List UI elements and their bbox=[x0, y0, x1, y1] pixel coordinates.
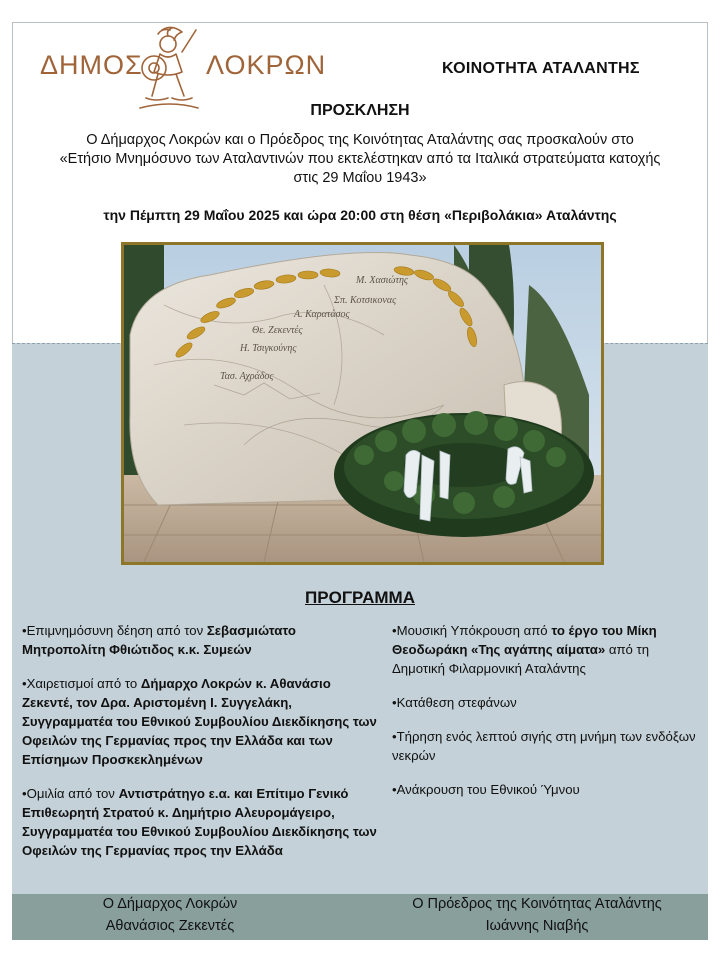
mayor-role: Ο Δήμαρχος Λοκρών bbox=[102, 896, 238, 912]
invitation-title: ΠΡΟΣΚΛΗΣΗ bbox=[310, 102, 410, 119]
invitation-text bbox=[24, 131, 696, 188]
president-name: Ιωάννης Νιαβής bbox=[485, 918, 589, 934]
item-emphasis: Σεβασμιώτατο Μητροπολίτη Φθιώτιδος κ.κ. Συμεών bbox=[22, 623, 296, 657]
memorial-illustration bbox=[124, 245, 601, 562]
item-emphasis: Δήμαρχο Λοκρών κ. Αθανάσιο Ζεκεντέ, τον Δρα. Αριστομένη Ι. Συγγελάκη, Συγγραμματέα του Εθνικού Συμβουλίου Διεκδίκησης των Οφειλών της Γερμανίας προς την Ελλάδα και των Επίσημων Προσκεκλημένων bbox=[22, 676, 377, 767]
program-item bbox=[22, 784, 382, 860]
engraved-name-5: Η. Τσιγκούνης bbox=[240, 343, 297, 354]
program-item bbox=[22, 674, 382, 769]
item-text: •Επιμνημόσυνη δέηση από τον bbox=[22, 623, 207, 638]
item-emphasis: το έργο του Μίκη Θεοδωράκη «Της αγάπης αίματα» bbox=[392, 623, 657, 657]
president-role: Ο Πρόεδρος της Κοινότητας Αταλάντης bbox=[412, 896, 662, 912]
item-text: •Μουσική Υπόκρουση από bbox=[392, 623, 552, 638]
item-text: •Χαιρετισμοί από το bbox=[22, 676, 141, 691]
engraved-name-6: Τασ. Αχράδος bbox=[220, 371, 274, 382]
logo-text-left: ΔΗΜΟΣ bbox=[40, 50, 143, 80]
memorial-photo bbox=[121, 242, 604, 565]
item-text: •Ομιλία από τον bbox=[22, 786, 119, 801]
program-item bbox=[22, 621, 382, 659]
item-tail: από τη Δημοτική Φιλαρμονική Αταλάντης bbox=[392, 642, 650, 676]
engraved-name-2: Σπ. Κοτσικονας bbox=[334, 295, 397, 306]
program-left-column bbox=[22, 621, 382, 875]
president-signature-block bbox=[372, 893, 702, 937]
engraved-name-1: Μ. Χασιώτης bbox=[356, 275, 408, 286]
item-emphasis: Αντιστράτηγο ε.α. και Επίτιμο Γενικό Επιθεωρητή Στρατού κ. Δημήτριο Αλευρομάγειρο, Συγγραμματέα του Εθνικού Συμβουλίου Διεκδίκησης των Οφειλών της Γερμανίας προς την Ελλάδα bbox=[22, 786, 377, 858]
program-title: ΠΡΟΓΡΑΜΜΑ bbox=[304, 588, 415, 607]
program-item bbox=[392, 727, 704, 765]
item-text: •Κατάθεση στεφάνων bbox=[392, 695, 517, 710]
municipality-logo bbox=[36, 26, 326, 110]
mayor-name: Αθανάσιος Ζεκεντές bbox=[105, 918, 235, 934]
program-item bbox=[392, 621, 704, 678]
item-text: •Ανάκρουση του Εθνικού Ύμνου bbox=[392, 782, 580, 797]
invitation-line-3: στις 29 Μαΐου 1943» bbox=[293, 170, 427, 186]
invitation-line-2: «Ετήσιο Μνημόσυνο των Αταλαντινών που εκτελέστηκαν από τα Ιταλικά στρατεύματα κατοχής bbox=[59, 151, 661, 167]
logo-text-right: ΛΟΚΡΩΝ bbox=[206, 50, 327, 80]
warrior-emblem-icon bbox=[128, 24, 208, 110]
program-item bbox=[392, 780, 704, 799]
program-item bbox=[392, 693, 704, 712]
item-text: •Τήρηση ενός λεπτού σιγής στη μνήμη των ενδόξων νεκρών bbox=[392, 729, 696, 763]
engraved-name-4: Θε. Ζεκεντές bbox=[252, 325, 303, 336]
program-right-column bbox=[392, 621, 704, 814]
mayor-signature-block bbox=[60, 893, 280, 937]
community-heading: ΚΟΙΝΟΤΗΤΑ ΑΤΑΛΑΝΤΗΣ bbox=[442, 60, 640, 77]
engraved-name-3: Α. Καρατάσος bbox=[294, 309, 350, 320]
invitation-line-1: Ο Δήμαρχος Λοκρών και ο Πρόεδρος της Κοινότητας Αταλάντης σας προσκαλούν στο bbox=[86, 132, 634, 148]
event-datetime-location: την Πέμπτη 29 Μαΐου 2025 και ώρα 20:00 στη θέση «Περιβολάκια» Αταλάντης bbox=[103, 207, 617, 223]
